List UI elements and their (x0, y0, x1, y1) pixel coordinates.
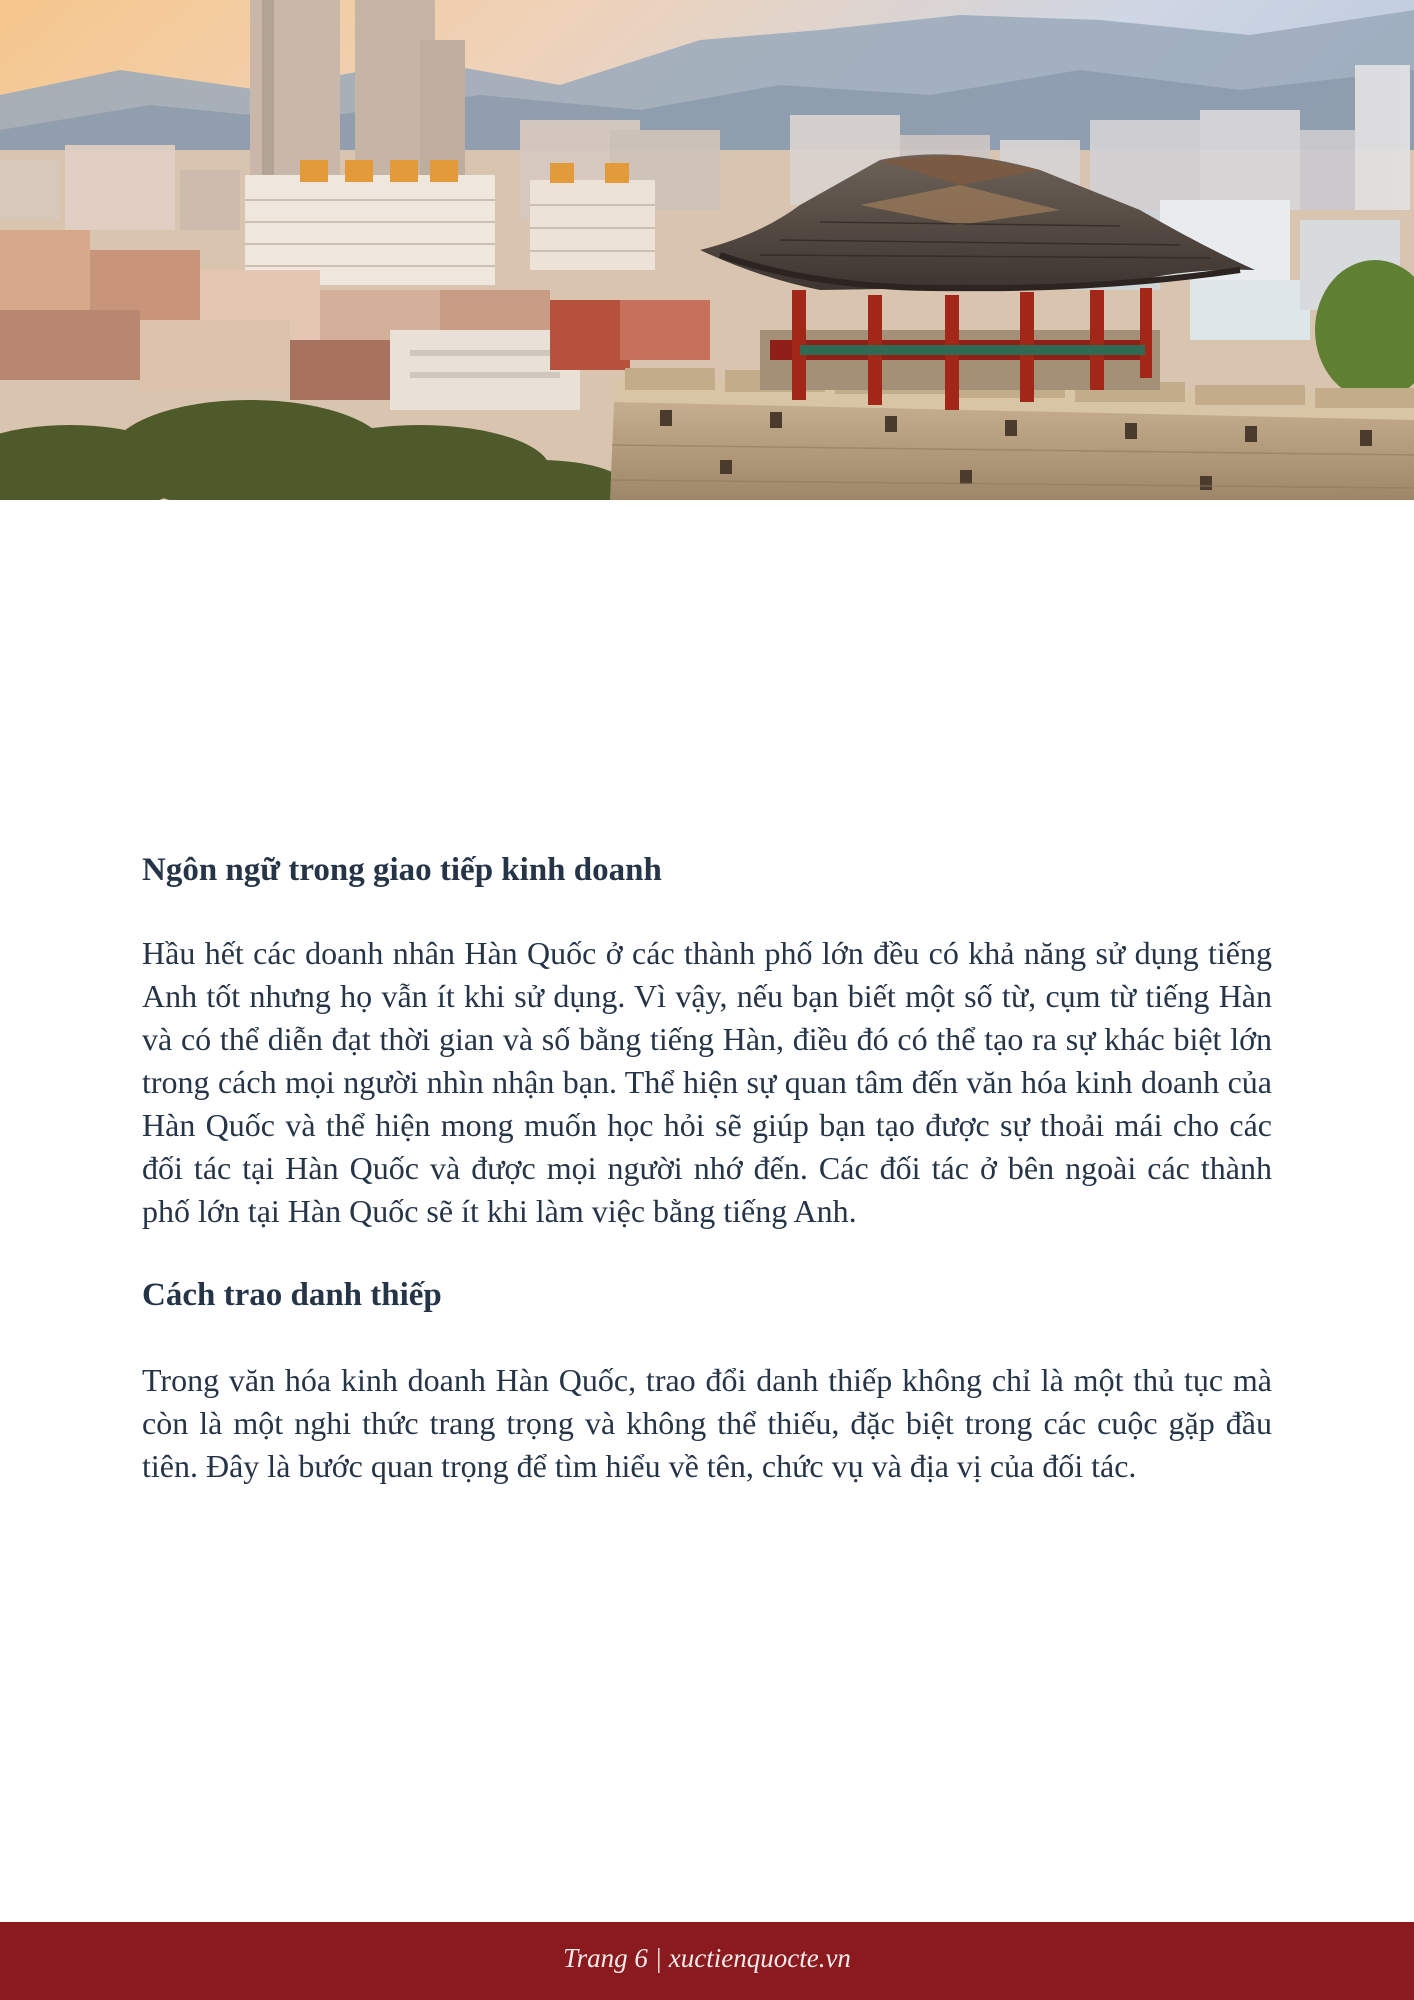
hero-image (0, 0, 1414, 500)
section-heading-business-card: Cách trao danh thiếp (142, 1277, 442, 1313)
hwaseong-fortress-pavilion-photo (0, 0, 1414, 500)
section-paragraph-language: Hầu hết các doanh nhân Hàn Quốc ở các thành phố lớn đều có khả năng sử dụng tiếng Anh tốt nhưng họ vẫn ít khi sử dụng. Vì vậy, nếu bạn biết một số từ, cụm từ tiếng Hàn và có thể diễn đạt thời gian và số bằng tiếng Hàn, điều đó có thể tạo ra sự khác biệt lớn trong cách mọi người nhìn nhận bạn. Thể hiện sự quan tâm đến văn hóa kinh doanh của Hàn Quốc và thể hiện mong muốn học hỏi sẽ giúp bạn tạo được sự thoải mái cho các đối tác tại Hàn Quốc và được mọi người nhớ đến. Các đối tác ở bên ngoài các thành phố lớn tại Hàn Quốc sẽ ít khi làm việc bằng tiếng Anh. (142, 935, 1272, 1229)
section-paragraph-business-card: Trong văn hóa kinh doanh Hàn Quốc, trao đổi danh thiếp không chỉ là một thủ tục mà còn là một nghi thức trang trọng và không thể thiếu, đặc biệt trong các cuộc gặp đầu tiên. Đây là bước quan trọng để tìm hiểu về tên, chức vụ và địa vị của đối tác. (142, 1362, 1272, 1484)
page-footer (0, 1922, 1414, 2000)
footer-page-number-text: Trang 6 | xuctienquocte.vn (563, 1942, 851, 1973)
apartment-block (245, 175, 495, 285)
main-content (142, 850, 1272, 1488)
section-heading-language: Ngôn ngữ trong giao tiếp kinh doanh (142, 852, 662, 888)
apartment-block (530, 180, 655, 270)
